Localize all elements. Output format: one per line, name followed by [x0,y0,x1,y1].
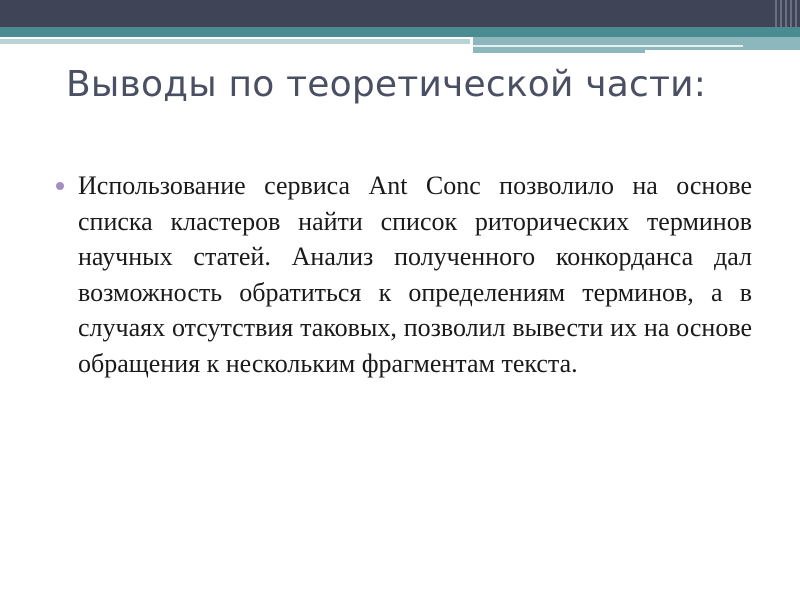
header-band-teal [0,27,800,37]
bullet-list [56,168,752,381]
header-tab-line [473,45,743,47]
bullet-text: Использование сервиса Ant Conc позволило на основе списка кластеров найти список риторических терминов научных статей. Анализ полученного конкорданса дал возможность обратиться к определениям терминов, а в случаях отсутствия таковых, позволил вывести их на основе обращения к нескольким фрагментам текста. [78,171,752,378]
header-tab-inner [645,50,800,53]
slide-title: Выводы по теоретической части: [66,64,707,105]
header-band-dark [0,0,800,27]
list-item [56,168,752,381]
header-band-pale [0,39,470,44]
bullet-dot-icon [56,182,64,190]
header-stripes-decoration [772,0,800,27]
